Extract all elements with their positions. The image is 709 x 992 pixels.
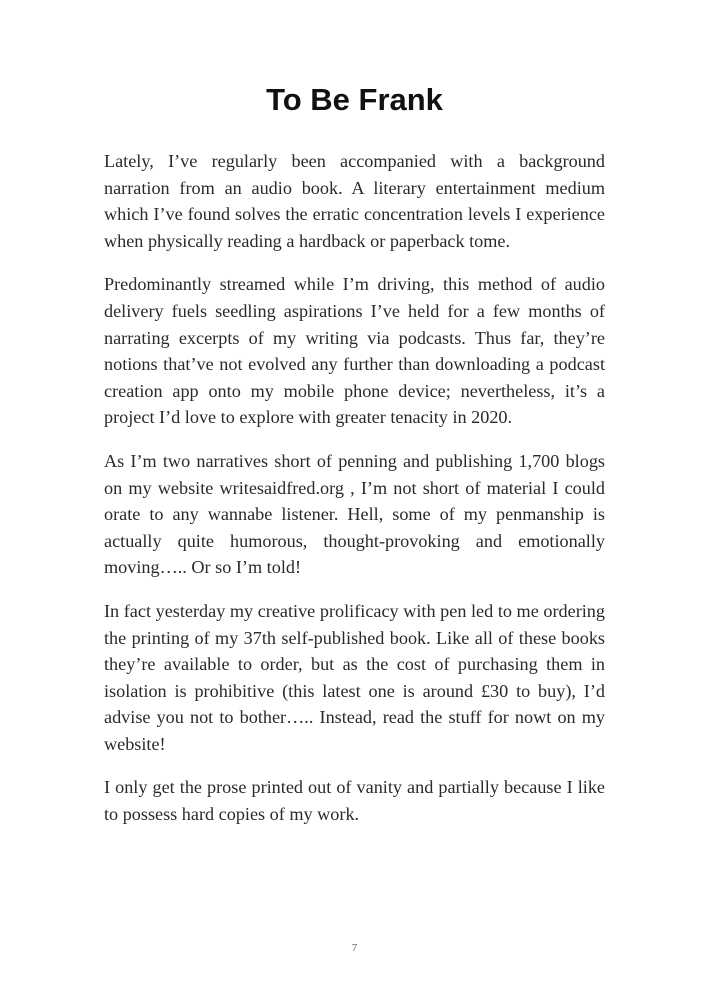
page-title: To Be Frank — [266, 82, 443, 117]
body-text — [104, 148, 605, 845]
paragraph: I only get the prose printed out of vanity and partially because I like to possess hard copies of my work. — [104, 777, 605, 825]
paragraph: In fact yesterday my creative prolificacy with pen led to me ordering the printing of my 37th self-published book. Like all of these books they’re available to order, but as the cost of purchasing them in isolation is prohibitive (this latest one is around £30 to buy), I’d advise you not to bother….. Instead, read the stuff for nowt on my website! — [104, 600, 605, 754]
paragraph: Lately, I’ve regularly been accompanied with a background narration from an audio book. A literary entertainment medium which I’ve found solves the erratic concentration levels I experience when physically reading a hardback or paperback tome. — [104, 151, 605, 251]
page-number: 7 — [351, 942, 358, 954]
paragraph: As I’m two narratives short of penning and publishing 1,700 blogs on my website writesaidfred.org , I’m not short of material I could orate to any wannabe listener. Hell, some of my penmanship is actually quite humorous, thought-provoking and emotionally moving….. Or so I’m told! — [104, 450, 605, 578]
paragraph: Predominantly streamed while I’m driving, this method of audio delivery fuels seedling aspirations I’ve held for a few months of narrating excerpts of my writing via podcasts. Thus far, they’re notions that’ve not evolved any further than downloading a podcast creation app onto my mobile phone device; nevertheless, it’s a project I’d love to explore with greater tenacity in 2020. — [104, 274, 605, 428]
